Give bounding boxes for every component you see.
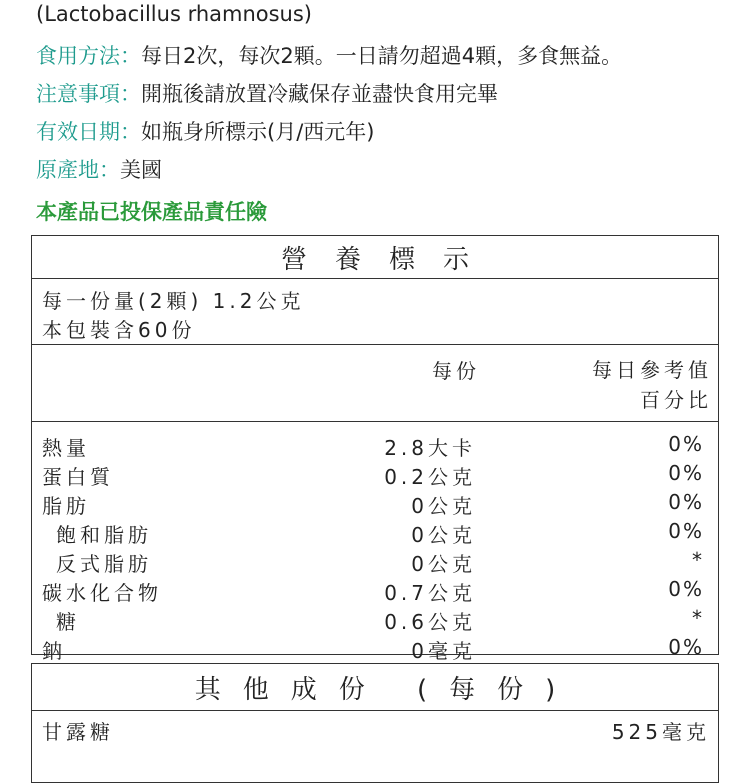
nutrient-percent: 0% [668,635,704,659]
daily-value-header-line2: 百分比 [640,388,712,412]
nutrition-facts-table [31,235,719,663]
nutrient-percent: 0% [668,461,704,485]
expiry-line [36,116,374,146]
strain-name [36,2,312,26]
nutrient-percent: 0% [668,577,704,601]
nutrient-value: 2.8大卡 [384,436,476,460]
ingredient-name: 甘露糖 [42,720,114,744]
expiry-label: 有效日期： [36,120,141,144]
notes-line [36,78,498,108]
ingredient-value: 525毫克 [611,720,710,744]
nutrient-value: 0.2公克 [384,465,476,489]
nutrition-title: 營養標示 [32,236,718,279]
per-serving-header: 每份 [432,359,480,383]
nutrient-value: 0公克 [411,523,476,547]
usage-label: 食用方法： [36,44,141,68]
nutrient-name: 反式脂肪 [56,552,152,576]
serving-info [32,279,718,345]
nutrient-value: 0.6公克 [384,610,476,634]
origin-label: 原產地： [36,158,120,182]
nutrient-percent: 0% [668,432,704,456]
nutrient-name: 飽和脂肪 [56,523,152,547]
usage-line [36,40,622,70]
nutrient-name: 碳水化合物 [42,581,162,605]
nutrient-row-fat [32,488,718,517]
daily-value-header [592,355,712,415]
nutrient-percent: 0% [668,490,704,514]
nutrient-value: 0公克 [411,552,476,576]
notes-label: 注意事項： [36,82,141,106]
notes-value: 開瓶後請放置冷藏保存並盡快食用完畢 [141,82,498,106]
nutrient-name: 蛋白質 [42,465,114,489]
origin-line [36,154,162,184]
ingredient-row-mannose [32,711,718,744]
nutrient-value: 0公克 [411,494,476,518]
strain-text: (Lactobacillus rhamnosus) [36,2,313,26]
servings-per-pack: 本包裝含60份 [42,318,196,342]
nutrient-value: 0毫克 [411,639,476,663]
nutrient-row-saturated-fat [32,517,718,546]
nutrient-row-carbohydrate [32,575,718,604]
origin-value: 美國 [120,158,162,182]
other-ingredients-title: 其他成份 (每份) [32,664,718,711]
usage-value: 每日2次，每次2顆。一日請勿超過4顆，多食無益。 [141,44,623,68]
nutrient-row-protein [32,459,718,488]
nutrient-row-sugar [32,604,718,633]
nutrient-name: 糖 [56,610,80,634]
serving-size: 每一份量(2顆) 1.2公克 [42,289,305,313]
nutrient-name: 鈉 [42,639,66,663]
daily-value-header-line1: 每日參考值 [592,358,712,382]
nutrient-row-calories [32,430,718,459]
nutrient-name: 熱量 [42,436,90,460]
nutrient-percent: * [692,606,704,630]
column-headers [32,345,718,422]
nutrient-value: 0.7公克 [384,581,476,605]
nutrient-rows [32,422,718,662]
other-ingredients-table [31,663,719,783]
nutrient-name: 脂肪 [42,494,90,518]
expiry-value: 如瓶身所標示(月/西元年) [141,120,375,144]
insurance-notice: 本產品已投保產品責任險 [36,200,267,224]
nutrient-percent: * [692,548,704,572]
nutrient-row-trans-fat [32,546,718,575]
nutrient-row-sodium [32,633,718,662]
nutrient-percent: 0% [668,519,704,543]
